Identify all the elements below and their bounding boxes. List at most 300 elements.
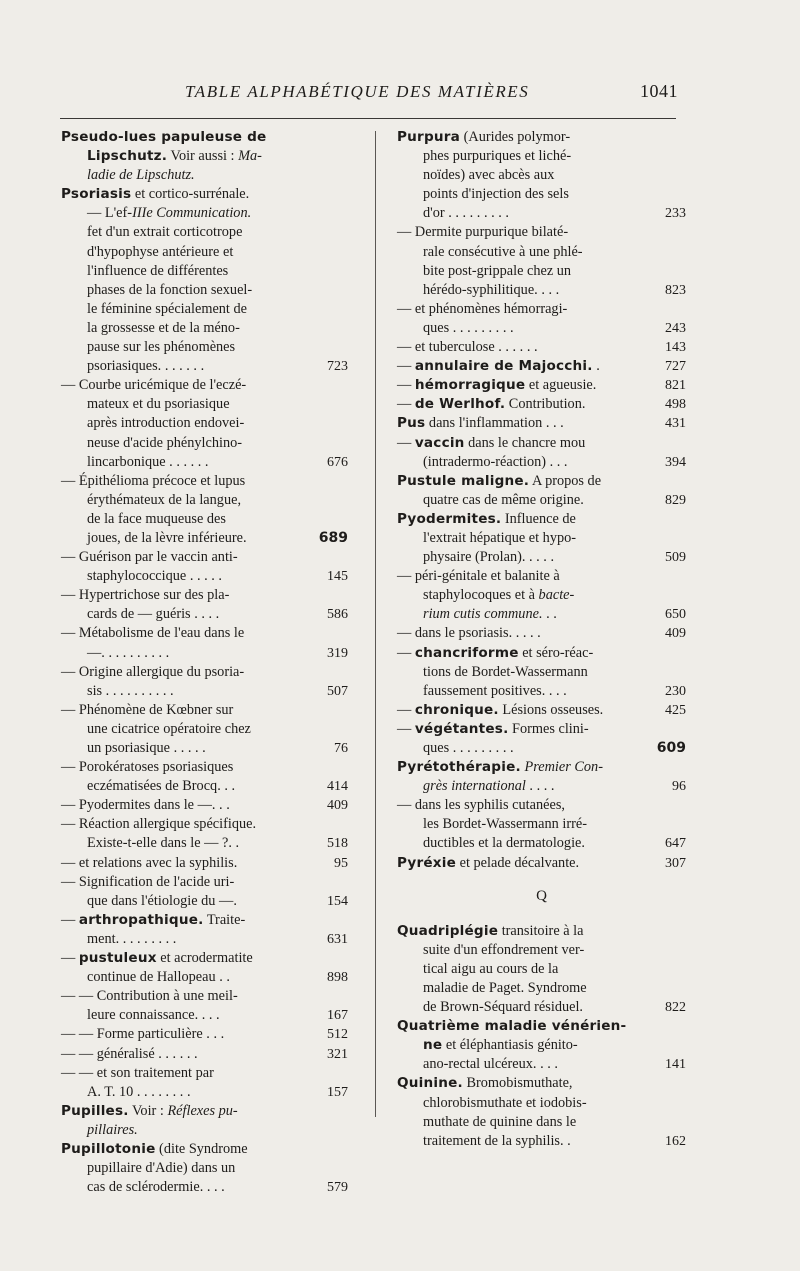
entry-text — [87, 244, 233, 260]
entry-line — [397, 1094, 686, 1113]
entry-dash: — — [397, 377, 415, 394]
index-entry — [397, 357, 686, 376]
entry-text — [87, 893, 237, 909]
entry-text — [87, 511, 226, 527]
entry-dash: — — [61, 911, 79, 928]
entry-line — [397, 739, 686, 758]
entry-line — [397, 453, 686, 472]
entry-line — [61, 414, 348, 433]
index-entry — [397, 338, 686, 357]
index-entry — [61, 949, 348, 987]
entry-text — [61, 1026, 224, 1042]
entry-text-tail: et séro-réac- — [518, 644, 594, 661]
index-entry — [61, 548, 348, 586]
index-entry — [397, 758, 686, 796]
index-entry — [397, 796, 686, 853]
index-entry — [397, 644, 686, 701]
entry-line — [61, 1102, 348, 1121]
entry-line — [61, 166, 348, 185]
entry-text — [87, 778, 235, 794]
entry-line — [397, 815, 686, 834]
entry-body: cards de — guéris . . . . — [87, 606, 220, 623]
entry-line — [397, 300, 686, 319]
entry-line — [61, 644, 348, 663]
entry-body: — et phénomènes hémorragi- — [397, 300, 568, 317]
entry-text — [423, 606, 557, 622]
entry-text — [397, 396, 585, 412]
entry-line — [61, 491, 348, 510]
entry-line — [397, 960, 686, 979]
entry-body: — — Contribution à une meil- — [61, 988, 238, 1005]
entry-text — [87, 415, 244, 431]
page-reference: 727 — [665, 359, 686, 375]
entry-line — [61, 739, 348, 758]
index-entry — [397, 854, 686, 873]
entry-keyword: chronique. — [414, 701, 499, 718]
entry-text — [87, 1084, 191, 1100]
entry-line — [61, 510, 348, 529]
entry-text — [87, 224, 242, 240]
entry-body: maladie de Paget. Syndrome — [423, 979, 587, 996]
entry-line — [61, 682, 348, 701]
index-entry — [61, 1102, 348, 1140]
entry-text — [397, 473, 601, 489]
page-reference: 586 — [327, 607, 348, 623]
entry-text — [87, 263, 228, 279]
entry-text — [397, 702, 603, 718]
entry-text-tail: et agueusie. — [525, 377, 597, 394]
entry-text — [61, 816, 256, 832]
entry-keyword: Purpura — [397, 129, 461, 145]
entry-line — [61, 376, 348, 395]
entry-line — [61, 854, 348, 873]
entry-line — [397, 472, 686, 491]
page-reference: 76 — [334, 741, 348, 756]
entry-line — [397, 262, 686, 281]
page-reference: 609 — [656, 740, 686, 756]
entry-line — [397, 586, 686, 605]
entry-keyword: Pupillotonie — [61, 1140, 156, 1157]
entry-line — [61, 834, 348, 853]
index-entry — [397, 624, 686, 643]
entry-line — [397, 1055, 686, 1074]
entry-text — [61, 912, 245, 928]
entry-body: un psoriasique . . . . . — [87, 740, 206, 756]
column-divider — [375, 131, 376, 1117]
entry-italic: ladie de Lipschutz. — [87, 167, 195, 184]
entry-body: psoriasiques. . . . . . . — [87, 358, 205, 375]
entry-line — [397, 1074, 686, 1093]
entry-line — [61, 892, 348, 911]
entry-text — [397, 1075, 573, 1091]
entry-line — [397, 281, 686, 300]
entry-body: staphylococcique . . . . . — [87, 568, 222, 585]
entry-line — [397, 796, 686, 815]
page-reference: 723 — [327, 359, 348, 375]
entry-text — [87, 396, 230, 412]
entry-text — [423, 1114, 576, 1130]
entry-italic: bacte- — [538, 587, 575, 604]
entry-body: — — et son traitement par — [61, 1064, 214, 1081]
entry-body: points d'injection des sels — [423, 186, 569, 203]
index-entry — [397, 223, 686, 299]
entry-text — [61, 759, 233, 775]
entry-body: phases de la fonction sexuel- — [87, 281, 253, 298]
entry-text — [87, 1122, 138, 1138]
entry-line — [397, 223, 686, 242]
index-entry — [397, 922, 686, 1017]
entry-body: Influence de — [501, 510, 576, 527]
entry-body: traitement de la syphilis. . — [423, 1132, 571, 1149]
entry-body: eczématisées de Brocq. . . — [87, 778, 236, 795]
entry-body: muthate de quinine dans le — [423, 1113, 577, 1130]
entry-text — [397, 339, 538, 355]
entry-dash: — — [397, 434, 415, 451]
page-reference: 647 — [665, 836, 686, 852]
page-reference: 96 — [672, 779, 686, 795]
entry-text — [397, 855, 579, 871]
entry-text — [423, 835, 585, 851]
entry-text — [423, 778, 554, 794]
entry-text — [397, 301, 567, 317]
entry-line — [397, 701, 686, 720]
entry-line — [61, 1064, 348, 1083]
entry-keyword: Psoriasis — [61, 186, 132, 203]
entry-text — [87, 167, 195, 183]
entry-text — [423, 999, 583, 1015]
index-entry — [397, 434, 686, 472]
page-reference: 425 — [665, 702, 686, 718]
index-entry — [61, 701, 348, 758]
entry-line — [61, 472, 348, 491]
entry-line — [397, 1017, 686, 1036]
entry-line — [61, 1159, 348, 1178]
page-reference: 512 — [327, 1027, 348, 1043]
index-entry — [397, 300, 686, 338]
entry-line — [61, 357, 348, 376]
index-entry — [61, 1064, 348, 1102]
entry-body: transitoire à la — [498, 922, 584, 939]
page-reference: 157 — [327, 1084, 348, 1100]
entry-line — [397, 663, 686, 682]
entry-text — [397, 645, 593, 661]
entry-body: mateux et du psoriasique — [87, 396, 230, 413]
entry-body: Bromobismuthate, — [462, 1075, 573, 1092]
entry-text — [87, 606, 219, 622]
entry-body: — L'ef- — [87, 205, 133, 222]
entry-body: — dans les syphilis cutanées, — [397, 797, 565, 814]
entry-line — [61, 911, 348, 930]
entry-body: — Porokératoses psoriasiques — [61, 759, 234, 776]
page-reference: 650 — [665, 607, 686, 623]
entry-line — [61, 1025, 348, 1044]
page-reference: 394 — [665, 454, 686, 470]
entry-body: suite d'un effondrement ver- — [423, 941, 585, 958]
page-reference: 95 — [334, 855, 348, 871]
entry-text — [87, 358, 204, 374]
entry-text — [397, 1018, 626, 1034]
entry-text — [87, 148, 262, 164]
entry-text — [423, 1056, 558, 1072]
entry-body: bite post-grippale chez un — [423, 262, 572, 279]
entry-body: d'or . . . . . . . . . — [423, 205, 509, 222]
entry-text — [423, 683, 567, 699]
page-reference: 409 — [327, 798, 348, 814]
entry-text — [61, 702, 233, 718]
entry-body: lincarbonique . . . . . . — [87, 453, 209, 470]
page-reference: 409 — [665, 626, 686, 642]
entry-body: érythémateux de la langue, — [87, 491, 242, 508]
entry-line — [397, 682, 686, 701]
entry-text — [423, 263, 571, 279]
entry-line — [397, 128, 686, 147]
entry-body: fet d'un extrait corticotrope — [87, 224, 243, 241]
entry-line — [397, 147, 686, 166]
entry-line — [397, 434, 686, 453]
entry-body: neuse d'acide phénylchino- — [87, 434, 243, 451]
entry-text — [61, 377, 246, 393]
entry-line — [397, 185, 686, 204]
entry-dash: — — [61, 950, 79, 967]
entry-body: dans l'inflammation . . . — [425, 415, 564, 432]
entry-line — [397, 1113, 686, 1132]
entry-body: après introduction endovei- — [87, 415, 245, 432]
entry-body: ques . . . . . . . . . — [423, 740, 514, 756]
entry-body: quatre cas de même origine. — [423, 491, 584, 508]
page-reference: 507 — [327, 683, 348, 699]
page-reference: 509 — [665, 550, 686, 566]
index-entry — [61, 1025, 348, 1044]
entry-keyword: végétantes. — [414, 720, 509, 737]
entry-text — [423, 1095, 587, 1111]
entry-body: tical aigu au cours de la — [423, 960, 559, 977]
entry-line — [61, 987, 348, 1006]
entry-text — [61, 587, 229, 603]
entry-body: les Bordet-Wassermann irré- — [423, 816, 587, 833]
page-reference: 319 — [327, 645, 348, 661]
entry-line — [397, 491, 686, 510]
page-reference: 829 — [665, 492, 686, 508]
index-entry — [397, 510, 686, 567]
entry-body: joues, de la lèvre inférieure. — [87, 529, 247, 546]
entry-keyword: chancriforme — [414, 644, 519, 661]
entry-body: (Aurides polymor- — [460, 129, 571, 145]
page-reference: 631 — [327, 931, 348, 947]
entry-text — [423, 942, 584, 958]
entry-text — [423, 587, 574, 603]
entry-text — [87, 530, 247, 546]
entry-line — [397, 720, 686, 739]
entry-line — [397, 644, 686, 663]
entry-italic: rium cutis commune. — [423, 606, 543, 623]
entry-text — [61, 988, 238, 1004]
index-entry — [61, 987, 348, 1025]
entry-text — [61, 664, 244, 680]
entry-line — [61, 567, 348, 586]
entry-italic: Premier Con- — [524, 759, 603, 776]
entry-body: — Origine allergique du psoria- — [61, 663, 245, 680]
entry-body: — Réaction allergique spécifique. — [61, 816, 257, 833]
index-entry — [61, 873, 348, 911]
entry-line — [397, 1036, 686, 1055]
entry-line — [61, 319, 348, 338]
entry-keyword: pustuleux — [78, 950, 157, 967]
header-rule — [60, 118, 676, 119]
entry-line — [397, 777, 686, 796]
entry-line — [61, 338, 348, 357]
entry-dash: — — [397, 358, 415, 375]
entry-line — [61, 243, 348, 262]
entry-text — [87, 969, 230, 985]
entry-body: l'extrait hépatique et hypo- — [423, 529, 577, 546]
page-reference: 162 — [665, 1133, 686, 1149]
index-entry — [397, 701, 686, 720]
page-reference: 498 — [665, 397, 686, 413]
entry-body: sis . . . . . . . . . . — [87, 682, 174, 699]
index-entry — [61, 1045, 348, 1064]
entry-text-tail: Traite- — [203, 911, 246, 928]
entry-line — [61, 1140, 348, 1159]
entry-text — [61, 1103, 238, 1119]
entry-line — [61, 1121, 348, 1140]
entry-text-tail: dans le chancre mou — [464, 434, 586, 451]
entry-text — [87, 931, 176, 947]
entry-text — [397, 415, 564, 431]
entry-text — [397, 625, 541, 641]
entry-body: l'influence de différentes — [87, 262, 229, 279]
entry-line — [61, 147, 348, 166]
entry-body: — — généralisé . . . . . . — [61, 1045, 198, 1062]
entry-line — [61, 128, 348, 147]
entry-text — [423, 205, 509, 221]
index-entry — [61, 758, 348, 796]
entry-text — [87, 1160, 235, 1176]
entry-text — [397, 377, 596, 393]
entry-body: — Courbe uricémique de l'eczé- — [61, 377, 247, 394]
entry-body: ques . . . . . . . . . — [423, 319, 514, 336]
entry-text — [87, 320, 240, 336]
entry-keyword: hémorragique — [414, 377, 526, 394]
entry-text — [61, 950, 253, 966]
entry-text — [397, 224, 568, 240]
page-reference: 414 — [327, 779, 348, 795]
entry-line — [61, 395, 348, 414]
entry-body: phes purpuriques et liché- — [423, 148, 572, 165]
entry-body: pupillaire d'Adie) dans un — [87, 1160, 236, 1177]
page-reference: 898 — [327, 970, 348, 986]
index-entry — [397, 1074, 686, 1150]
index-entry — [397, 395, 686, 414]
page-reference: 823 — [665, 282, 686, 298]
entry-body: — Métabolisme de l'eau dans le — [61, 625, 245, 642]
entry-text — [397, 129, 570, 145]
entry-text — [397, 358, 600, 374]
entry-body: cas de sclérodermie. . . . — [87, 1179, 225, 1196]
entry-text — [423, 1037, 578, 1053]
entry-line — [61, 949, 348, 968]
entry-italic: grès international — [423, 778, 526, 795]
entry-line — [61, 529, 348, 548]
entry-line — [397, 357, 686, 376]
page-reference: 243 — [665, 320, 686, 336]
page-reference: 822 — [665, 1000, 686, 1016]
entry-line — [397, 414, 686, 433]
page-reference: 431 — [665, 416, 686, 432]
index-entry — [61, 624, 348, 662]
entry-text — [87, 492, 241, 508]
entry-line — [61, 624, 348, 643]
entry-text — [397, 923, 583, 939]
section-letter: Q — [536, 887, 547, 904]
entry-body: et éléphantiasis génito- — [442, 1037, 578, 1054]
entry-body: — Hypertrichose sur des pla- — [61, 587, 230, 604]
index-entry — [397, 720, 686, 758]
entry-line — [397, 376, 686, 395]
page-reference: 676 — [327, 454, 348, 470]
entry-text — [423, 549, 554, 565]
entry-body: (intradermo-réaction) . . . — [423, 453, 568, 470]
page-reference: 145 — [327, 569, 348, 585]
entry-text — [87, 645, 169, 661]
entry-body: physaire (Prolan). . . . . — [423, 549, 555, 566]
entry-line — [61, 548, 348, 567]
entry-body: — dans le psoriasis. . . . . — [397, 625, 541, 642]
entry-keyword: arthropathique. — [78, 911, 204, 928]
entry-line — [61, 204, 348, 223]
entry-line — [397, 204, 686, 223]
entry-body: continue de Hallopeau . . — [87, 969, 230, 986]
entry-text-tail: Lésions osseuses. — [498, 701, 604, 718]
entry-body: Existe-t-elle dans le — ?. . — [87, 835, 240, 852]
entry-keyword: Lipschutz. — [87, 148, 168, 165]
entry-line — [397, 319, 686, 338]
index-entry — [61, 663, 348, 701]
entry-line — [61, 930, 348, 949]
entry-keyword: annulaire de Majocchi. — [414, 358, 593, 375]
page-reference: 518 — [327, 836, 348, 852]
page-reference: 579 — [327, 1180, 348, 1196]
entry-text — [423, 167, 554, 183]
entry-text — [397, 797, 565, 813]
entry-dash: — — [397, 396, 415, 413]
entry-keyword: Pustule maligne. — [397, 472, 530, 489]
entry-text — [423, 980, 587, 996]
entry-line — [61, 605, 348, 624]
index-entry — [397, 1017, 686, 1074]
entry-text — [423, 740, 514, 756]
entry-text — [423, 148, 571, 164]
page-title: TABLE ALPHABÉTIQUE DES MATIÈRES — [185, 82, 530, 101]
entry-text — [61, 855, 237, 871]
page-reference: 230 — [665, 683, 686, 699]
page-reference: 143 — [665, 340, 686, 356]
entry-keyword: Pyrétothérapie. — [397, 759, 521, 776]
entry-text-tail: Contribution. — [505, 396, 586, 413]
page-reference: 821 — [665, 378, 686, 394]
entry-body: ment. . . . . . . . . — [87, 930, 177, 947]
entry-body: rale consécutive à une phlé- — [423, 243, 583, 260]
entry-line — [397, 529, 686, 548]
index-entry — [61, 376, 348, 471]
page-reference: 307 — [665, 855, 686, 871]
entry-line — [61, 262, 348, 281]
entry-line — [61, 453, 348, 472]
entry-body: — Guérison par le vaccin anti- — [61, 549, 238, 566]
entry-text — [423, 454, 568, 470]
entry-text — [61, 1046, 198, 1062]
page-reference: 154 — [327, 893, 348, 909]
entry-text — [87, 1179, 225, 1195]
